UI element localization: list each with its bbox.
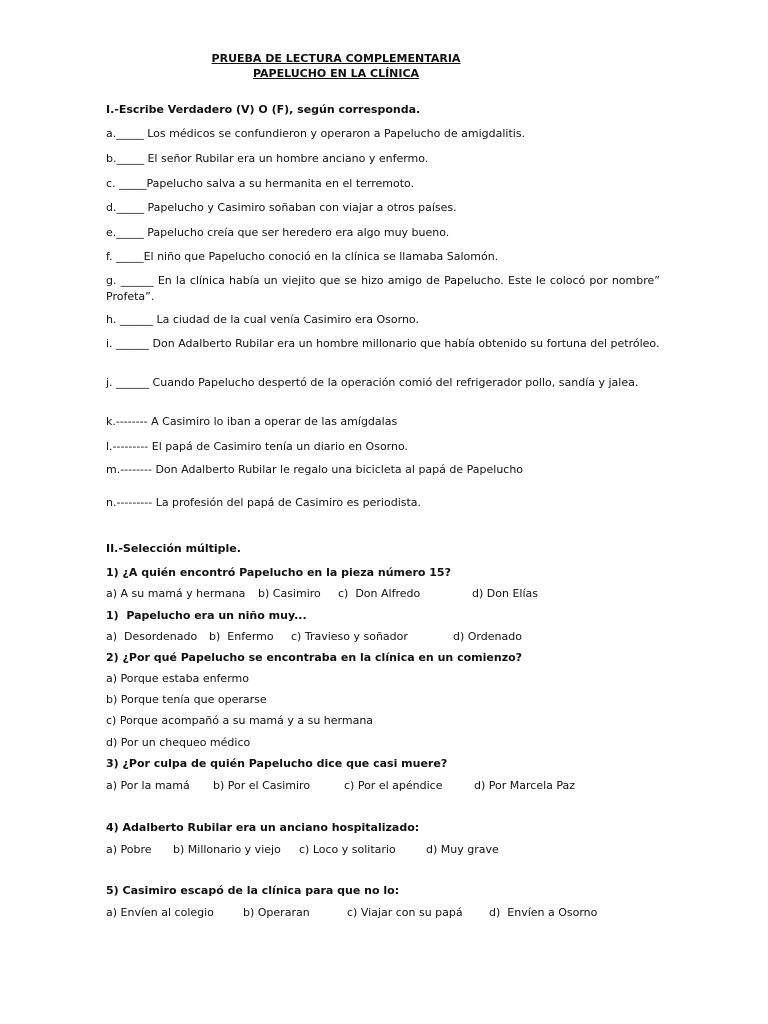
mc-option: d) Por un chequeo médico <box>106 736 251 749</box>
mc-option: b) Por el Casimiro <box>213 779 311 792</box>
tf-item-b: b._____ El señor Rubilar era un hombre anciano y enfermo. <box>106 152 429 165</box>
mc-option: b) Enfermo <box>209 630 274 643</box>
tf-item-i: i. ______ Don Adalberto Rubilar era un hombre millonario que había obtenido su fortuna del petróleo. <box>106 337 660 350</box>
worksheet-subtitle: PAPELUCHO EN LA CLÍNICA <box>252 67 420 80</box>
mc-option: a) Pobre <box>106 843 152 856</box>
mc-option: b) Millonario y viejo <box>173 843 281 856</box>
mc-question-1: 1) ¿A quién encontró Papelucho en la pieza número 15? <box>106 566 451 579</box>
mc-option: a) Desordenado <box>106 630 198 643</box>
worksheet-title: PRUEBA DE LECTURA COMPLEMENTARIA <box>211 52 461 65</box>
part2-heading: II.-Selección múltiple. <box>106 542 241 555</box>
mc-option: a) Porque estaba enfermo <box>106 672 249 685</box>
mc-option: d) Muy grave <box>426 843 499 856</box>
mc-option: c) Travieso y soñador <box>291 630 408 643</box>
mc-option: b) Porque tenía que operarse <box>106 693 267 706</box>
tf-item-j: j. ______ Cuando Papelucho despertó de la operación comió del refrigerador pollo, sandía y jalea. <box>106 376 639 389</box>
part1-heading: I.-Escribe Verdadero (V) O (F), según corresponda. <box>106 103 421 116</box>
tf-item-n: n.--------- La profesión del papá de Casimiro es periodista. <box>106 496 422 509</box>
mc-option: a) Envíen al colegio <box>106 906 214 919</box>
mc-option: c) Viajar con su papá <box>347 906 463 919</box>
tf-item-m: m.-------- Don Adalberto Rubilar le regalo una bicicleta al papá de Papelucho <box>106 463 524 476</box>
tf-item-d: d._____ Papelucho y Casimiro soñaban con viajar a otros países. <box>106 201 457 214</box>
tf-item-g: g. ______ En la clínica había un viejito que se hizo amigo de Papelucho. Este le colocó por nombre” Profeta”. <box>106 274 664 303</box>
mc-option: c) Don Alfredo <box>338 587 421 600</box>
mc-option: b) Operaran <box>243 906 310 919</box>
mc-options-5 <box>106 905 666 921</box>
tf-item-h: h. ______ La ciudad de la cual venía Casimiro era Osorno. <box>106 313 419 326</box>
mc-option: d) Ordenado <box>453 630 522 643</box>
mc-option: a) Por la mamá <box>106 779 190 792</box>
mc-option: b) Casimiro <box>258 587 321 600</box>
mc-question-4: 4) Adalberto Rubilar era un anciano hospitalizado: <box>106 821 420 834</box>
mc-options-3 <box>106 778 666 794</box>
mc-options-1 <box>106 586 666 602</box>
mc-question-3: 3) ¿Por culpa de quién Papelucho dice que casi muere? <box>106 757 448 770</box>
tf-item-e: e._____ Papelucho creía que ser heredero era algo muy bueno. <box>106 226 450 239</box>
mc-option: c) Loco y solitario <box>299 843 396 856</box>
tf-item-f: f. _____El niño que Papelucho conoció en la clínica se llamaba Salomón. <box>106 250 499 263</box>
mc-option: d) Don Elías <box>472 587 538 600</box>
tf-item-l: l.--------- El papá de Casimiro tenía un diario en Osorno. <box>106 440 409 453</box>
tf-item-k: k.-------- A Casimiro lo iban a operar de las amígdalas <box>106 415 398 428</box>
mc-option: d) Envíen a Osorno <box>489 906 598 919</box>
mc-option: c) Porque acompañó a su mamá y a su hermana <box>106 714 374 727</box>
tf-item-c: c. _____Papelucho salva a su hermanita en el terremoto. <box>106 177 415 190</box>
tf-item-a: a._____ Los médicos se confundieron y operaron a Papelucho de amigdalitis. <box>106 127 526 140</box>
mc-option: d) Por Marcela Paz <box>474 779 576 792</box>
mc-option: a) A su mamá y hermana <box>106 587 246 600</box>
mc-question-2: 2) ¿Por qué Papelucho se encontraba en la clínica en un comienzo? <box>106 651 523 664</box>
mc-question-1b: 1) Papelucho era un niño muy... <box>106 609 307 622</box>
mc-option: c) Por el apéndice <box>344 779 443 792</box>
mc-options-1b <box>106 629 666 645</box>
mc-options-4 <box>106 842 666 858</box>
mc-question-5: 5) Casimiro escapó de la clínica para que no lo: <box>106 884 400 897</box>
